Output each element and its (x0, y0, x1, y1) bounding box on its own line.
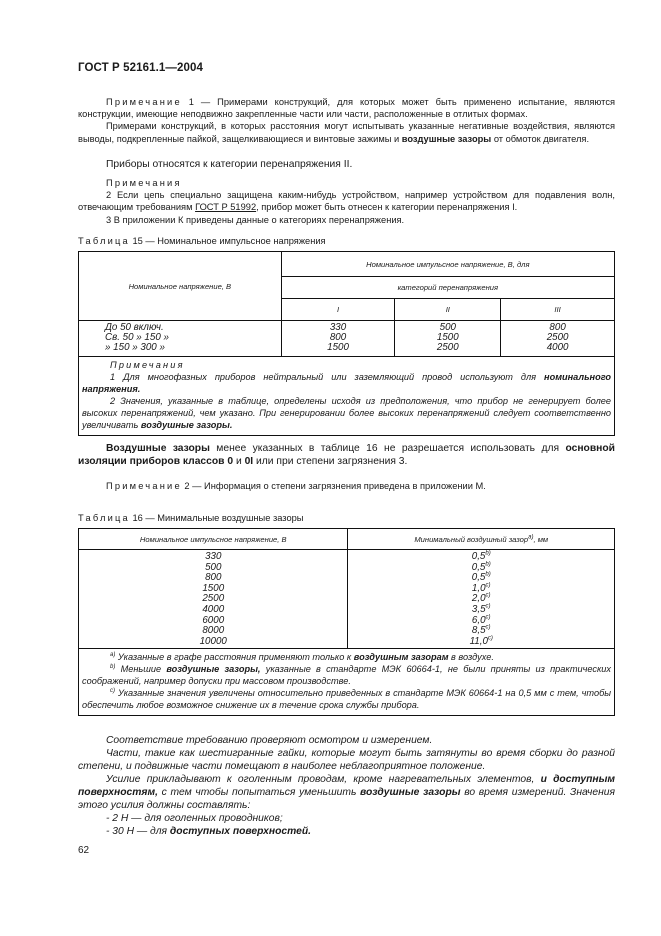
t15-cat-i: I (281, 299, 395, 321)
t16-footnotes: $^{a)}$ Указанные в графе расстояния применяют только к воздушным зазорам в воздухе. $^{b)}$ Меньшие воздушные зазоры, указанные в стандарте МЭК 60664-1, не были приняты из практических соображений, например допуски при массовом производстве. $^{c)}$ Указанные значения увеличены относительно приведенных в стандарте МЭК 60664-1 на 0,5 мм с тем, чтобы обеспечить любое возможное снижение их в течение срока службы прибора. (79, 649, 615, 716)
t16-voltage-header: Номинальное импульсное напряжение, В (79, 529, 348, 550)
category-statement: Приборы относятся к категории перенапряжения II. (106, 159, 353, 170)
t15-cat-ii: II (395, 299, 501, 321)
note-2: Примечание 2 — Информация о степени загрязнения приведена в приложении М. (106, 481, 486, 491)
t15-col-voltage-header: Номинальное напряжение, В (79, 252, 282, 321)
list-item: - 2 Н — для оголенных проводников; (106, 813, 283, 824)
table-15 (78, 251, 615, 436)
document-header: ГОСТ Р 52161.1—2004 (78, 62, 203, 74)
table-15-caption: Таблица 15 — Номинальное импульсное напряжения (78, 236, 326, 246)
t15-group-header: Номинальное импульсное напряжение, В, для (281, 252, 614, 277)
t15-notes: Примечания 1 Для многофазных приборов нейтральный или заземляющий провод используют для номинального напряжения. 2 Значения, указанные в таблице, определены исходя из предположения, что прибор не генерирует более высоких перенапряжений, чем указано. При генерировании более высоких перенапряжений следует соответственно увеличивать воздушные зазоры. (79, 357, 615, 436)
compliance-section: Соответствие требованию проверяют осмотром и измерением. Части, такие как шестигранные гайки, которые могут быть затянуты во время сборки до разной степени, и подвижные части помещают в наиболее неблагоприятное положение. Усилие прикладывают к оголенным проводам, кроме нагревательных элементов, и доступным поверхностям, с тем чтобы попытаться уменьшить воздушные зазоры во время измерений. Значения этого усилия должны составлять: - 2 Н — для оголенных проводников; - 30 Н — для доступных поверхностей. (78, 735, 615, 837)
table-row: До 50 включ. Св. 50 » 150 » » 150 » 300 » 330 800 1500 500 1500 2500 800 2500 4000 (79, 321, 615, 357)
table-16-caption: Таблица 16 — Минимальные воздушные зазоры (78, 513, 304, 523)
page-number: 62 (78, 845, 90, 856)
t16-gap-header: Минимальный воздушный зазор$^{a)}$, мм (348, 529, 615, 550)
t15-subgroup-header: категорий перенапряжения (281, 277, 614, 299)
list-item: - 30 Н — для доступных поверхностей. (106, 826, 311, 837)
note-label: Примечание (106, 97, 182, 107)
notes-2-3: Примечания 2 Если цепь специально защищена каким-нибудь устройством, например устройством для подавления волн, отвечающим требованиям ГОСТ Р 51992, прибор может быть отнесен к категории перенапряжения I. 3 В приложении К приведены данные о категориях перенапряжения. (78, 178, 615, 225)
notes-label: Примечания (106, 178, 182, 188)
t15-cat-iii: III (501, 299, 615, 321)
table-16 (78, 528, 615, 716)
gost-51992-link[interactable]: ГОСТ Р 51992 (195, 202, 257, 213)
note-1: Примечание 1 — Примерами конструкций, для которых может быть применено испытание, являются конструкции, имеющие неподвижно закрепленные части или части, расположенные в отлитых формах. Примерами конструкций, в которых расстояния могут испытывать указанные негативные воздействия, являются выводы, подкрепленные пайкой, защелкивающиеся и винтовые зажимы и воздушные зазоры от обмоток двигателя. (78, 97, 615, 144)
air-gap-statement: Воздушные зазоры менее указанных в таблице 16 не разрешается использовать для основной изоляции приборов классов 0 и 0I или при степени загрязнения 3. (78, 443, 615, 467)
table-row: 330 500 800 1500 2500 4000 6000 8000 10000 0,5$^{b)}$ 0,5$^{b)}$ 0,5$^{b)}$ 1,0$^{c)}$ 2,0$^{c)}$ 3,5$^{c)}$ 6,0$^{c)}$ 8,5$^{c)}$ 11,0$^{c)}$ (79, 550, 615, 649)
